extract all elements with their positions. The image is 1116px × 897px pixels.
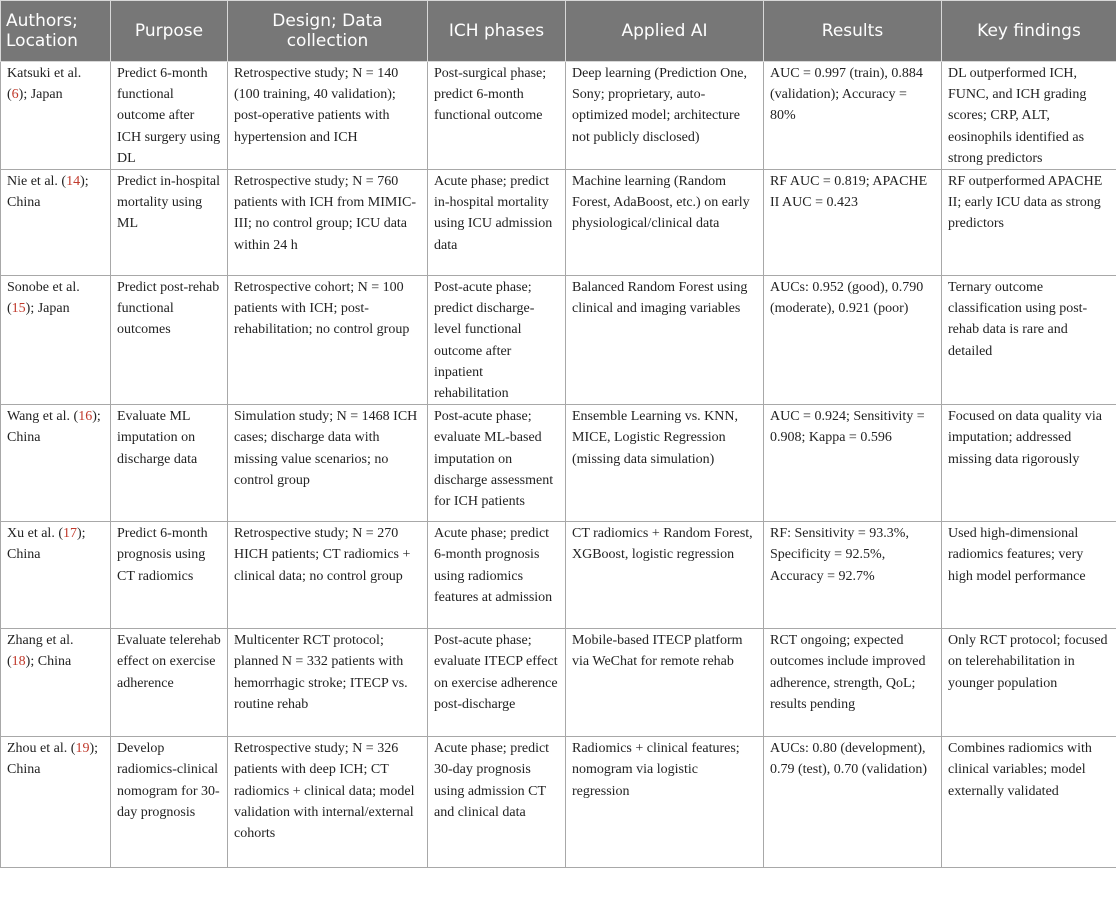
author-cell: Zhou et al. (19); China xyxy=(1,737,111,868)
design-text: Multicenter RCT protocol; planned N = 332 patients with hemorrhagic stroke; ITECP vs. routine rehab xyxy=(234,633,408,712)
ai-text: CT radiomics + Random Forest, XGBoost, logistic regression xyxy=(572,526,753,563)
purpose-text: Predict post-rehab functional outcomes xyxy=(117,280,220,338)
phase-text: Acute phase; predict 6-month prognosis using radiomics features at admission xyxy=(434,526,553,605)
design-text: Retrospective study; N = 760 patients with ICH from MIMIC-III; no control group; ICU data within 24 h xyxy=(234,174,416,253)
design-cell xyxy=(228,737,428,868)
citation-link[interactable]: 19 xyxy=(75,741,90,757)
purpose-cell xyxy=(111,62,228,170)
header-design: Design; Data collection xyxy=(228,1,428,62)
header-purpose: Purpose xyxy=(111,1,228,62)
location-text: ; China xyxy=(7,409,101,446)
results-text: RCT ongoing; expected outcomes include improved adherence, strength, QoL; results pending xyxy=(770,633,926,712)
header-results: Results xyxy=(764,1,942,62)
ai-cell xyxy=(566,405,764,522)
results-text: RF AUC = 0.819; APACHE II AUC = 0.423 xyxy=(770,174,928,211)
design-cell xyxy=(228,276,428,405)
table-row xyxy=(1,405,1116,522)
design-text: Simulation study; N = 1468 ICH cases; discharge data with missing value scenarios; no control group xyxy=(234,409,418,488)
findings-text: Focused on data quality via imputation; addressed missing data rigorously xyxy=(948,409,1102,467)
citation-link[interactable]: 18 xyxy=(11,654,26,670)
ai-text: Radiomics + clinical features; nomogram via logistic regression xyxy=(572,741,740,799)
author-cell: Xu et al. (17); China xyxy=(1,522,111,629)
purpose-cell xyxy=(111,522,228,629)
phase-cell xyxy=(428,629,566,737)
results-cell xyxy=(764,629,942,737)
results-cell xyxy=(764,276,942,405)
table-row xyxy=(1,737,1116,868)
ai-cell xyxy=(566,170,764,276)
results-cell xyxy=(764,405,942,522)
ai-text: Deep learning (Prediction One, Sony; proprietary, auto-optimized model; architecture not publicly disclosed) xyxy=(572,66,747,145)
purpose-cell xyxy=(111,170,228,276)
phase-text: Post-acute phase; predict discharge-level functional outcome after inpatient rehabilitation xyxy=(434,280,535,402)
design-text: Retrospective study; N = 270 HICH patients; CT radiomics + clinical data; no control group xyxy=(234,526,411,584)
ai-cell xyxy=(566,629,764,737)
citation-link[interactable]: 14 xyxy=(66,174,81,190)
findings-text: RF outperformed APACHE II; early ICU data as strong predictors xyxy=(948,174,1103,232)
purpose-text: Develop radiomics-clinical nomogram for 30-day prognosis xyxy=(117,741,220,820)
ai-cell xyxy=(566,62,764,170)
author-name: Nie et al. xyxy=(7,174,58,190)
author-cell: Nie et al. (14); China xyxy=(1,170,111,276)
purpose-text: Evaluate ML imputation on discharge data xyxy=(117,409,198,467)
phase-text: Post-acute phase; evaluate ML-based imputation on discharge assessment for ICH patients xyxy=(434,409,554,510)
phase-cell xyxy=(428,170,566,276)
header-authors-location: Authors; Location xyxy=(1,1,111,62)
purpose-text: Predict 6-month prognosis using CT radiomics xyxy=(117,526,208,584)
results-cell xyxy=(764,170,942,276)
author-name: Zhou et al. xyxy=(7,741,68,757)
table-row xyxy=(1,276,1116,405)
phase-text: Post-surgical phase; predict 6-month functional outcome xyxy=(434,66,547,124)
table-row xyxy=(1,629,1116,737)
findings-cell xyxy=(942,62,1116,170)
results-text: AUCs: 0.80 (development), 0.79 (test), 0.70 (validation) xyxy=(770,741,928,778)
author-cell: Katsuki et al. (6); Japan xyxy=(1,62,111,170)
phase-text: Acute phase; predict 30-day prognosis using admission CT and clinical data xyxy=(434,741,550,820)
results-text: AUC = 0.924; Sensitivity = 0.908; Kappa = 0.596 xyxy=(770,409,925,446)
design-text: Retrospective study; N = 140 (100 training, 40 validation); post-operative patients with hypertension and ICH xyxy=(234,66,399,145)
location-text: ; China xyxy=(7,741,98,778)
design-cell xyxy=(228,405,428,522)
phase-cell xyxy=(428,276,566,405)
citation-link[interactable]: 17 xyxy=(63,526,77,542)
findings-cell xyxy=(942,629,1116,737)
citation-link[interactable]: 6 xyxy=(11,87,19,103)
design-cell xyxy=(228,62,428,170)
phase-cell xyxy=(428,522,566,629)
location-text: ; Japan xyxy=(30,301,70,317)
ai-text: Balanced Random Forest using clinical and imaging variables xyxy=(572,280,748,317)
location-text: ; China xyxy=(7,174,89,211)
purpose-cell xyxy=(111,629,228,737)
location-text: ; Japan xyxy=(23,87,63,103)
findings-text: Ternary outcome classification using post-rehab data is rare and detailed xyxy=(948,280,1088,359)
ai-cell xyxy=(566,522,764,629)
phase-cell xyxy=(428,737,566,868)
table-row xyxy=(1,170,1116,276)
findings-text: Used high-dimensional radiomics features; very high model performance xyxy=(948,526,1086,584)
findings-text: Only RCT protocol; focused on telerehabilitation in younger population xyxy=(948,633,1108,691)
results-cell xyxy=(764,737,942,868)
author-name: Katsuki et al. xyxy=(7,66,82,81)
purpose-text: Predict 6-month functional outcome after ICH surgery using DL xyxy=(117,66,221,166)
design-cell xyxy=(228,522,428,629)
phase-cell xyxy=(428,405,566,522)
findings-text: Combines radiomics with clinical variables; model externally validated xyxy=(948,741,1092,799)
ai-text: Mobile-based ITECP platform via WeChat for remote rehab xyxy=(572,633,743,670)
design-text: Retrospective study; N = 326 patients with deep ICH; CT radiomics + clinical data; model validation with internal/external cohorts xyxy=(234,741,415,842)
phase-text: Acute phase; predict in-hospital mortality using ICU admission data xyxy=(434,174,553,253)
purpose-cell xyxy=(111,737,228,868)
findings-cell xyxy=(942,405,1116,522)
design-cell xyxy=(228,629,428,737)
purpose-text: Evaluate telerehab effect on exercise adherence xyxy=(117,633,221,691)
results-text: AUCs: 0.952 (good), 0.790 (moderate), 0.921 (poor) xyxy=(770,280,924,317)
author-cell: Zhang et al. (18); China xyxy=(1,629,111,737)
table-header xyxy=(1,1,1116,62)
header-key-findings: Key findings xyxy=(942,1,1116,62)
table-body xyxy=(1,62,1116,868)
results-text: AUC = 0.997 (train), 0.884 (validation); Accuracy = 80% xyxy=(770,66,923,124)
results-cell xyxy=(764,62,942,170)
ai-text: Ensemble Learning vs. KNN, MICE, Logistic Regression (missing data simulation) xyxy=(572,409,739,467)
header-row xyxy=(1,1,1116,62)
ai-cell xyxy=(566,737,764,868)
author-name: Sonobe et al. xyxy=(7,280,80,296)
location-text: ; China xyxy=(30,654,72,670)
author-cell: Wang et al. (16); China xyxy=(1,405,111,522)
design-text: Retrospective cohort; N = 100 patients with ICH; post-rehabilitation; no control group xyxy=(234,280,410,338)
table-row xyxy=(1,62,1116,170)
author-name: Wang et al. xyxy=(7,409,71,425)
findings-cell xyxy=(942,170,1116,276)
ai-cell xyxy=(566,276,764,405)
design-cell xyxy=(228,170,428,276)
findings-cell xyxy=(942,737,1116,868)
author-cell: Sonobe et al. (15); Japan xyxy=(1,276,111,405)
citation-link[interactable]: 15 xyxy=(11,301,26,317)
header-ich-phases: ICH phases xyxy=(428,1,566,62)
ai-text: Machine learning (Random Forest, AdaBoost, etc.) on early physiological/clinical data xyxy=(572,174,750,232)
author-name: Zhang et al. xyxy=(7,633,74,649)
header-applied-ai: Applied AI xyxy=(566,1,764,62)
purpose-text: Predict in-hospital mortality using ML xyxy=(117,174,221,232)
purpose-cell xyxy=(111,405,228,522)
findings-text: DL outperformed ICH, FUNC, and ICH grading scores; CRP, ALT, eosinophils identified as strong predictors xyxy=(948,66,1087,166)
findings-cell xyxy=(942,276,1116,405)
citation-link[interactable]: 16 xyxy=(78,409,93,425)
purpose-cell xyxy=(111,276,228,405)
phase-cell xyxy=(428,62,566,170)
location-text: ; China xyxy=(7,526,86,563)
findings-cell xyxy=(942,522,1116,629)
phase-text: Post-acute phase; evaluate ITECP effect on exercise adherence post-discharge xyxy=(434,633,558,712)
results-cell xyxy=(764,522,942,629)
table-row xyxy=(1,522,1116,629)
author-name: Xu et al. xyxy=(7,526,55,542)
results-text: RF: Sensitivity = 93.3%, Specificity = 92.5%, Accuracy = 92.7% xyxy=(770,526,909,584)
